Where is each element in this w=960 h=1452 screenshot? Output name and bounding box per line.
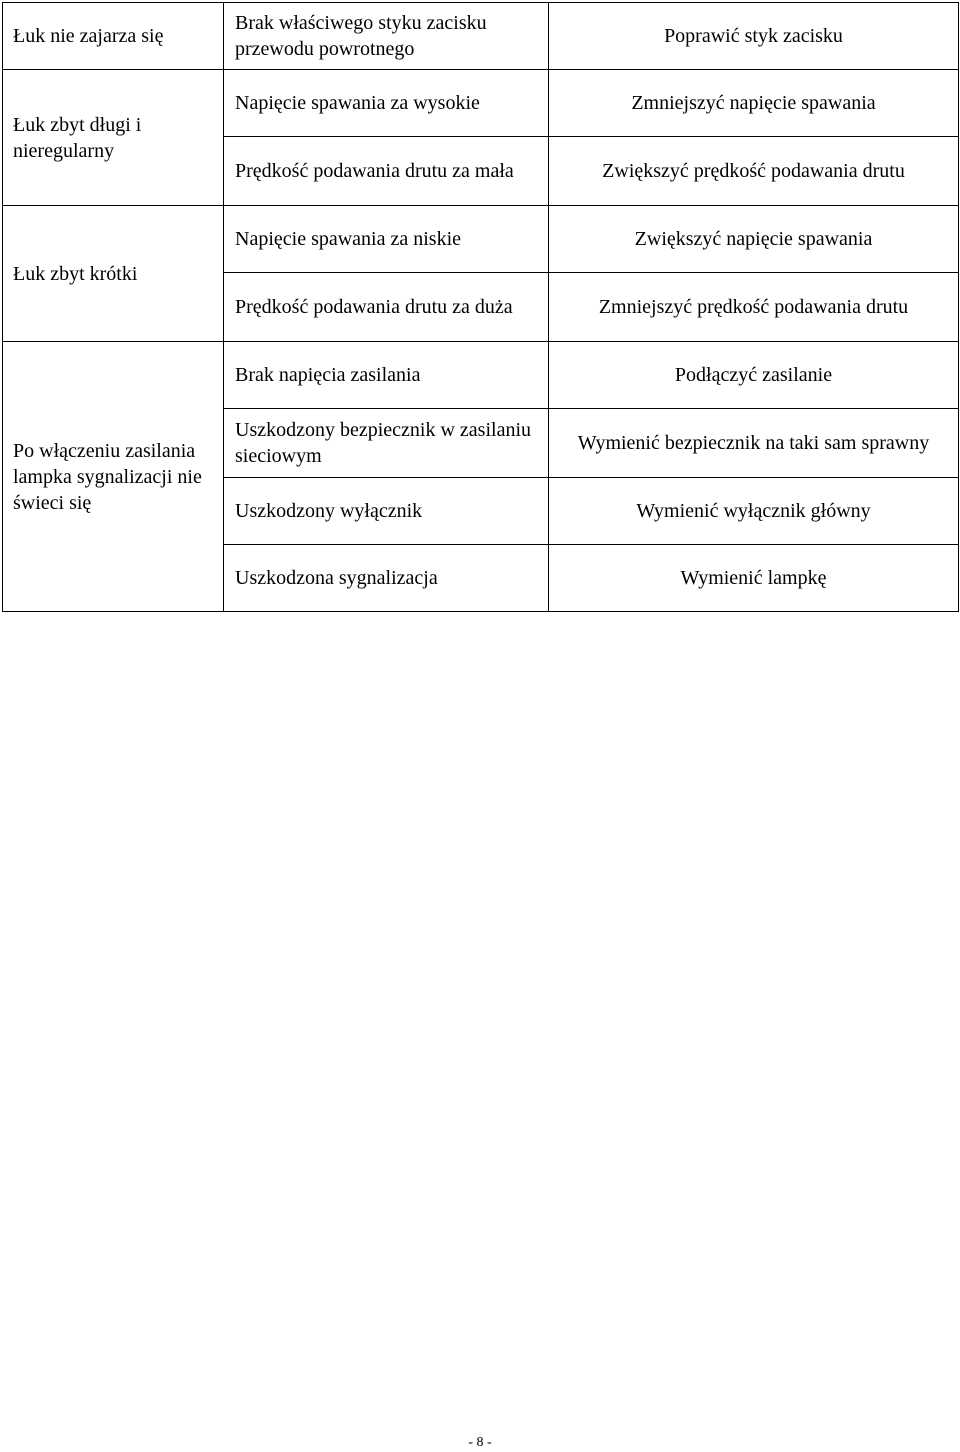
cause-cell: Uszkodzona sygnalizacja	[224, 545, 549, 612]
symptom-cell: Łuk zbyt krótki	[3, 206, 224, 342]
cause-cell: Napięcie spawania za niskie	[224, 206, 549, 273]
cause-cell: Uszkodzony bezpiecznik w zasilaniu sieciowym	[224, 409, 549, 478]
remedy-cell: Wymienić bezpiecznik na taki sam sprawny	[549, 409, 959, 478]
page-number: - 8 -	[468, 1435, 492, 1450]
table-row	[3, 206, 959, 273]
symptom-cell: Po włączeniu zasilania lampka sygnalizacji nie świeci się	[3, 342, 224, 612]
remedy-cell: Wymienić wyłącznik główny	[549, 478, 959, 545]
remedy-cell: Zwiększyć prędkość podawania drutu	[549, 137, 959, 206]
remedy-cell: Zmniejszyć napięcie spawania	[549, 70, 959, 137]
cause-cell: Napięcie spawania za wysokie	[224, 70, 549, 137]
cause-cell: Uszkodzony wyłącznik	[224, 478, 549, 545]
cause-cell: Prędkość podawania drutu za mała	[224, 137, 549, 206]
symptom-cell: Łuk zbyt długi i nieregularny	[3, 70, 224, 206]
cause-cell: Prędkość podawania drutu za duża	[224, 273, 549, 342]
table-row	[3, 342, 959, 409]
remedy-cell: Podłączyć zasilanie	[549, 342, 959, 409]
troubleshooting-table	[2, 2, 959, 612]
symptom-cell: Łuk nie zajarza się	[3, 3, 224, 70]
cause-cell: Brak napięcia zasilania	[224, 342, 549, 409]
remedy-cell: Wymienić lampkę	[549, 545, 959, 612]
remedy-cell: Zmniejszyć prędkość podawania drutu	[549, 273, 959, 342]
table-row	[3, 3, 959, 70]
cause-cell: Brak właściwego styku zacisku przewodu powrotnego	[224, 3, 549, 70]
table-row	[3, 70, 959, 137]
remedy-cell: Zwiększyć napięcie spawania	[549, 206, 959, 273]
remedy-cell: Poprawić styk zacisku	[549, 3, 959, 70]
